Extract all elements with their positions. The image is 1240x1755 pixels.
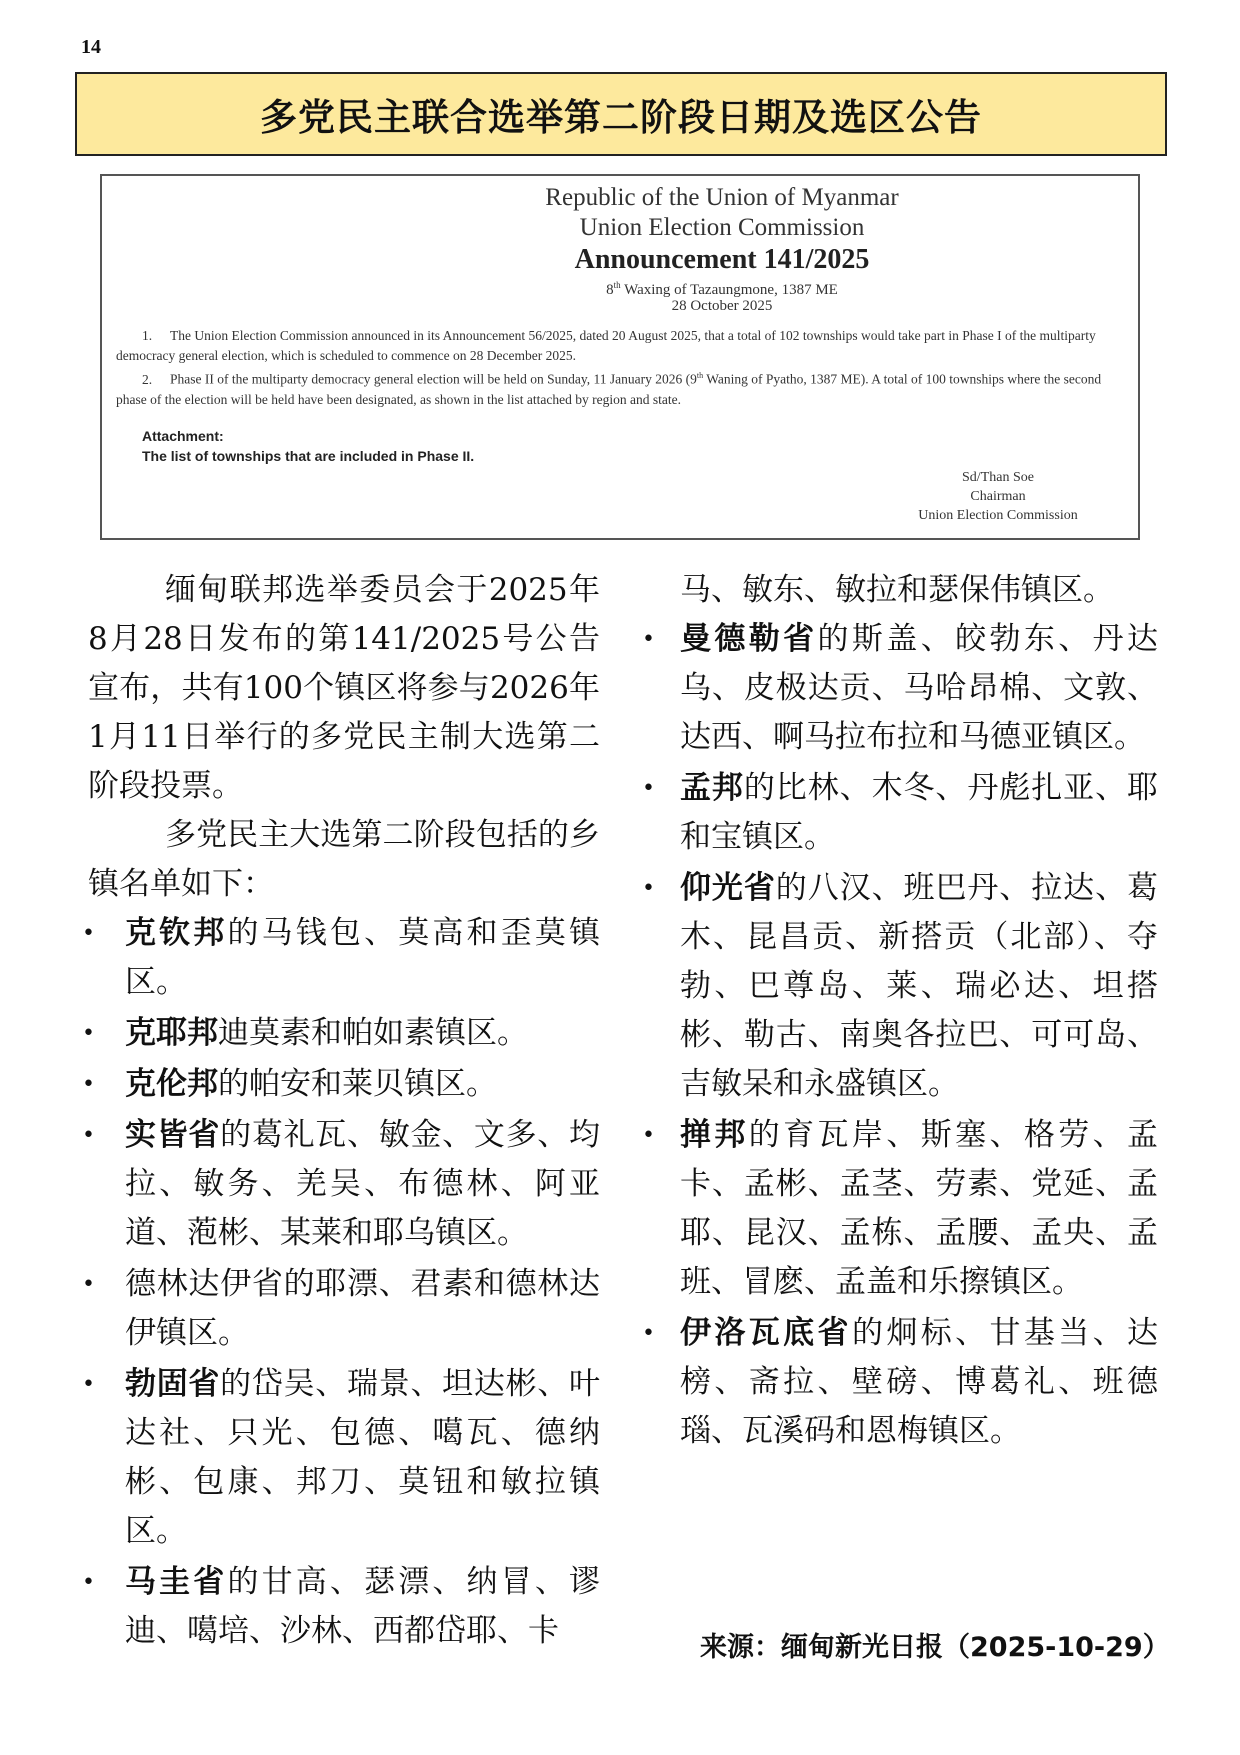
township-list: 的帕安和莱贝镇区。 [218,1066,497,1102]
headline-title: 多党民主联合选举第二阶段日期及选区公告 [260,96,982,139]
region-list-item [82,1558,601,1656]
headline-banner [75,72,1167,156]
article-list-intro: 多党民主大选第二阶段包括的乡镇名单如下： [88,817,600,902]
notice-commission: Union Election Commission [579,214,865,241]
para-text: The Union Election Commission announced in its Announcement 56/2025, dated 20 August 2025, that a total of 102 townships would take part in Phase I of the multiparty democracy general election, which is scheduled to commence on 28 December 2025. [116,328,1096,363]
para-number: 1. [142,328,153,343]
para-sup: th [696,371,704,380]
region-name: 掸邦 [680,1117,749,1153]
notice-lunar-date [402,280,1042,299]
region-name: 克伦邦 [125,1066,218,1102]
page-number: 14 [81,36,101,58]
township-list: 的育瓦岸、斯塞、格劳、孟卡、孟彬、孟茎、劳素、党延、孟耶、昆汉、孟栋、孟腰、孟央、孟班、冒麽、孟盖和乐擦镇区。 [680,1117,1159,1300]
bullet-icon: • [642,1123,655,1148]
region-name: 曼德勒省 [680,621,818,657]
region-list-item [82,909,601,1007]
region-list-item [82,1260,600,1358]
notice-signature [898,468,1098,525]
region-name: 克钦邦 [125,915,228,951]
article-column-right [642,566,1159,1458]
lunar-day: 8 [606,282,614,298]
bullet-icon: • [82,1372,95,1397]
township-list: 的马钱包、莫高和歪莫镇区。 [125,915,601,1000]
source-citation: 来源：缅甸新光日报（2025-10-29） [700,1632,1170,1663]
notice-attachment [142,426,474,466]
township-list: 的葛礼瓦、敏金、文多、均拉、敏务、羌吴、布德林、阿亚道、萢彬、某莱和耶乌镇区。 [125,1117,601,1251]
region-list-item [642,615,1159,762]
notice-republic: Republic of the Union of Myanmar [545,184,899,211]
para-number: 2. [142,371,153,387]
township-list: 德林达伊省的耶漂、君素和德林达伊镇区。 [125,1266,600,1351]
signatory-title: Chairman [970,489,1026,504]
township-list: 的炯标、甘基当、达榜、斋拉、壁磅、博葛礼、班德瑙、瓦溪码和恩梅镇区。 [680,1315,1159,1449]
para-text: Waning of Pyatho, 1387 ME). A total of 100 townships where the second phase of the election will be held have been designated, as shown in the list attached by region and state. [116,371,1102,407]
township-list: 的岱吴、瑞景、坦达彬、叶达社、只光、包德、噶瓦、德纳彬、包康、邦刀、莫钮和敏拉镇区。 [125,1366,601,1549]
lunar-rest: Waxing of Tazaungmone, 1387 ME [620,282,838,298]
township-list: 迪莫素和帕如素镇区。 [218,1015,528,1051]
bullet-icon: • [642,776,655,801]
notice-paragraph-1 [116,326,1126,366]
region-list-item [82,1111,601,1258]
township-list: 的八汉、班巴丹、拉达、葛木、昆昌贡、新搭贡（北部）、夺勃、巴尊岛、莱、瑞必达、坦搭彬、勒古、南奥各拉巴、可可岛、吉敏呆和永盛镇区。 [680,870,1159,1102]
article-intro: 缅甸联邦选举委员会于2025年8月28日发布的第141/2025号公告宣布，共有100个镇区将参与2026年1月11日举行的多党民主制大选第二阶段投票。 [88,572,600,804]
region-continuation: 马、敏东、敏拉和瑟保伟镇区。 [680,572,1114,608]
bullet-icon: • [642,1321,655,1346]
region-list-item [642,864,1159,1109]
notice-gregorian-date: 28 October 2025 [671,298,773,314]
region-list-right [642,615,1159,1456]
region-name: 克耶邦 [125,1015,218,1051]
region-list-item [82,1009,600,1058]
article-column-left [82,566,601,1658]
lunar-sup: th [613,280,621,290]
bullet-icon: • [82,1123,95,1148]
region-name: 马圭省 [125,1564,228,1600]
signatory-name: Sd/Than Soe [962,470,1034,485]
bullet-icon: • [82,921,95,946]
township-list: 的甘高、瑟漂、纳冒、谬迪、噶培、沙林、西都岱耶、卡 [125,1564,601,1649]
attachment-text: The list of townships that are included in Phase II. [142,448,475,464]
bullet-icon: • [642,876,655,901]
region-name: 实皆省 [125,1117,221,1153]
region-list-item [642,764,1159,862]
bullet-icon: • [82,1272,95,1297]
para-text: Phase II of the multiparty democracy general election will be held on Sunday, 11 January 2026 (9 [170,371,697,387]
notice-title: Announcement 141/2025 [574,244,870,275]
region-name: 伊洛瓦底省 [680,1315,852,1351]
region-name: 仰光省 [680,870,776,906]
announcement-image [100,174,1140,540]
notice-paragraph-2 [116,366,1126,410]
township-list: 的斯盖、皎勃东、丹达乌、皮极达贡、马哈昂棉、文敦、达西、啊马拉布拉和马德亚镇区。 [680,621,1159,755]
region-list-item [82,1060,600,1109]
region-list-item [82,1360,601,1556]
bullet-icon: • [82,1021,95,1046]
bullet-icon: • [82,1072,95,1097]
region-list-item [642,1111,1159,1307]
region-list-item [642,1309,1159,1456]
township-list: 的比林、木冬、丹彪扎亚、耶和宝镇区。 [680,770,1159,855]
bullet-icon: • [82,1570,95,1595]
notice-body [116,326,1126,410]
signatory-org: Union Election Commission [918,508,1078,523]
bullet-icon: • [642,627,655,652]
region-name: 孟邦 [680,770,744,806]
region-list-left [82,909,601,1656]
region-name: 勃固省 [125,1366,221,1402]
attachment-label: Attachment: [142,428,224,444]
